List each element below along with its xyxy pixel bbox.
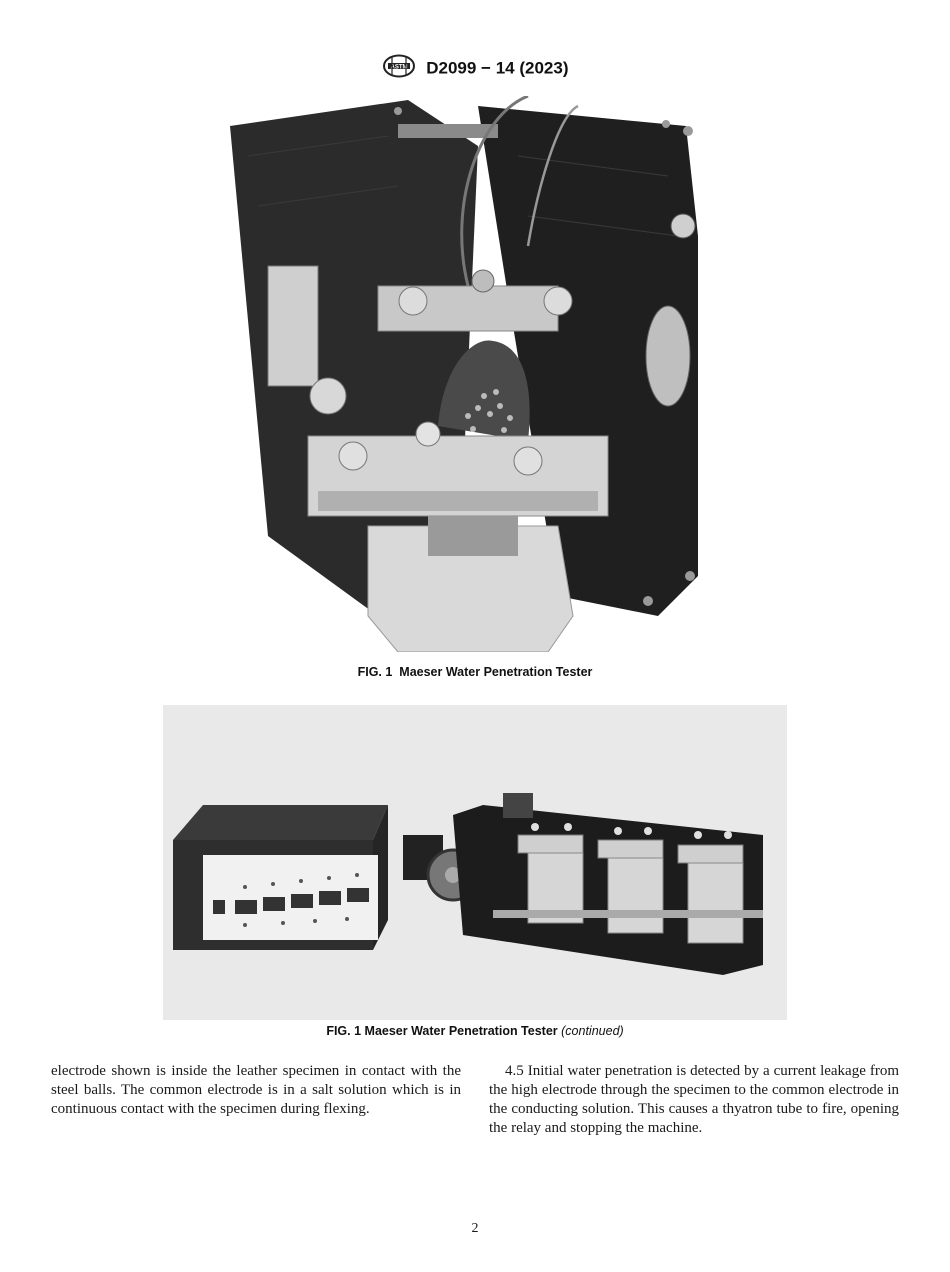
figure-1-label: FIG. 1 [357,665,393,679]
page-number: 2 [471,1221,479,1236]
figure-1-caption [0,665,950,679]
astm-logo-icon [382,54,416,83]
figure-1-continued-label: FIG. 1 [326,1024,362,1038]
standard-designation: D2099 − 14 (2023) [426,58,569,78]
right-column [489,1062,899,1138]
svg-text:ASTM: ASTM [390,64,407,71]
section-4-5-paragraph: 4.5 Initial water penetration is detected by a current leakage from the high electrode through the specimen to the common electrode in the conducting solution. This causes a thyatron tube to fire, opening the relay and stopping the machine. [489,1063,899,1136]
left-column [51,1062,461,1119]
page-header [0,54,950,83]
figure-1-photo [228,96,724,652]
figure-continued-suffix: (continued) [561,1024,624,1038]
figure-1-continued-photo [163,705,787,1020]
figure-1-continued-title: Maeser Water Penetration Tester [364,1024,558,1038]
figure-1-title: Maeser Water Penetration Tester [399,665,593,679]
figure-1-continued-caption [0,1024,950,1038]
left-paragraph: electrode shown is inside the leather specimen in contact with the steel balls. The common electrode is in a salt solution which is in continuous contact with the specimen during flexing. [51,1063,461,1117]
